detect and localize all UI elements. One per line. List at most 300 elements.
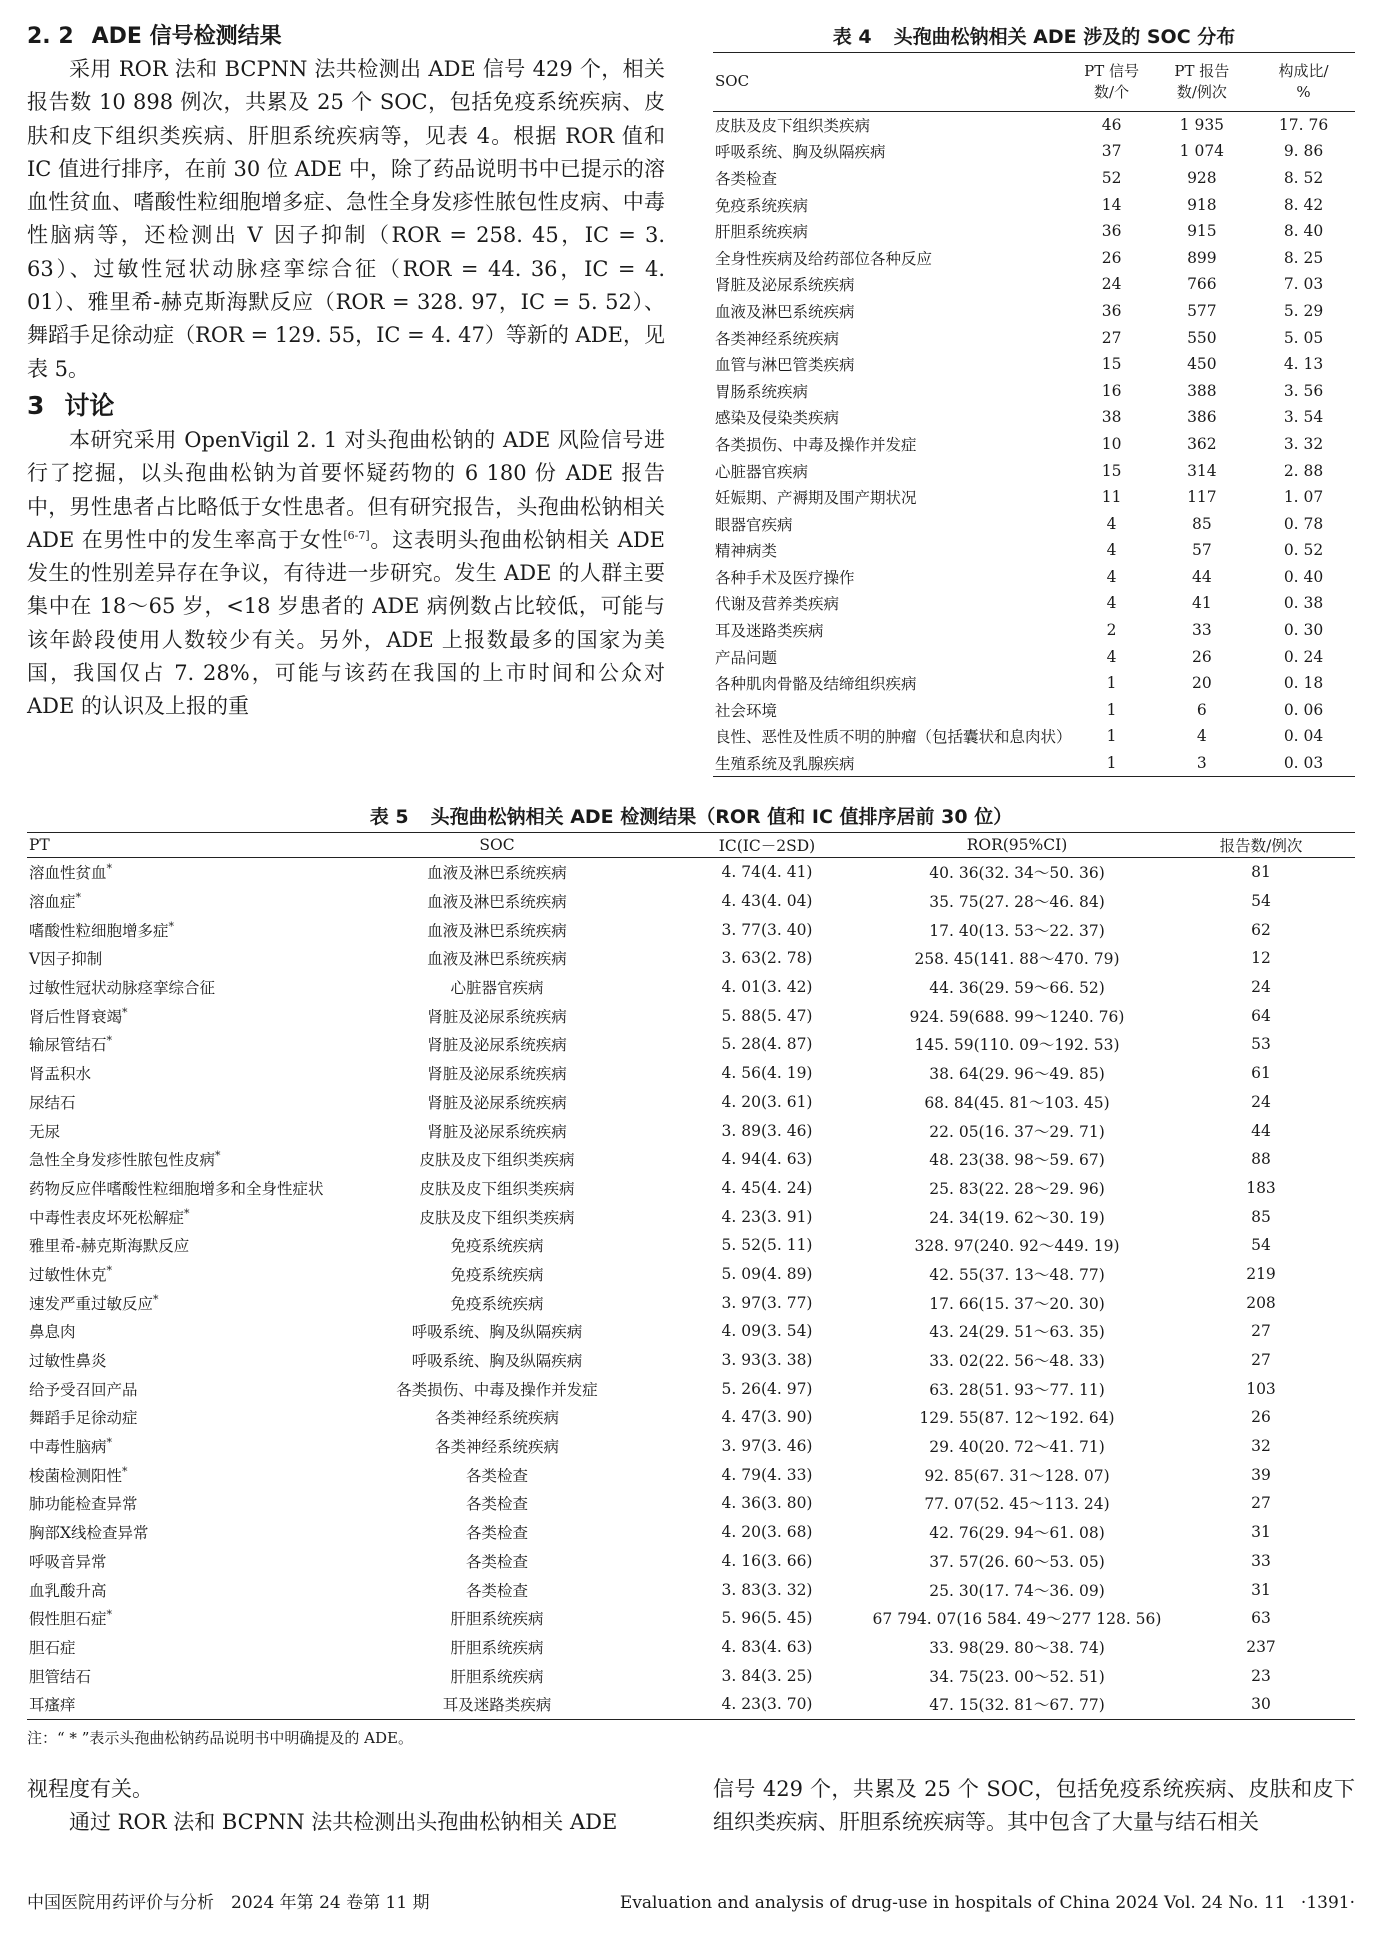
header-soc: SOC [715,72,750,91]
table-5-grid [27,833,1355,1719]
pt-count-cell: 38 [1101,408,1122,427]
pt-cell [27,973,327,1002]
soc-cell: 全身性疾病及给药部位各种反应 [715,249,933,268]
pt-name: 中毒性表皮坏死松解症 [29,1208,185,1227]
percentage-cell: 1. 07 [1283,488,1324,507]
table-row [27,1432,1355,1461]
ic-cell: 3. 83(3. 32) [721,1580,813,1599]
table-5 [27,802,1355,1750]
soc-cell: 免疫系统疾病 [450,1265,544,1284]
soc-cell: 肝胆系统疾病 [450,1667,544,1686]
pt-count-cell: 11 [1101,488,1122,507]
label-mention-marker: * [106,1608,113,1622]
report-count-cell: 53 [1251,1035,1271,1054]
pt-count-cell: 37 [1101,142,1122,161]
table-label: 表 5 [369,806,409,828]
pt-count-cell: 4 [1106,541,1117,560]
pt-name: 舞蹈手足徐动症 [29,1409,138,1428]
ic-cell: 3. 77(3. 40) [721,920,813,939]
pt-cell [27,1432,327,1461]
table-row [713,617,1355,644]
pt-name: 耳瘙痒 [29,1696,76,1715]
pt-count-cell: 27 [1101,328,1122,347]
pt-cell [27,1374,327,1403]
report-count-cell: 33 [1192,621,1212,640]
table-row [27,1604,1355,1633]
report-count-cell: 88 [1251,1150,1271,1169]
table-row [713,271,1355,298]
table-row [713,191,1355,218]
pt-name: 肺功能检查异常 [29,1495,138,1514]
pt-name: 溶血性贫血 [29,864,107,883]
soc-cell: 各类检查 [465,1466,528,1485]
report-count-cell: 24 [1251,1092,1271,1111]
ic-cell: 3. 89(3. 46) [721,1121,813,1140]
pt-cell [27,1633,327,1662]
table-4 [713,22,1355,777]
report-count-cell: 62 [1251,920,1271,939]
pt-cell [27,1001,327,1030]
report-count-cell: 928 [1187,168,1217,187]
pt-cell [27,1547,327,1576]
pt-cell [27,1317,327,1346]
report-count-cell: 41 [1192,594,1212,613]
table-row [27,1690,1355,1719]
ror-cell: 43. 24(29. 51～63. 35) [929,1323,1105,1342]
report-count-cell: 362 [1187,434,1217,453]
pt-cell [27,858,327,887]
report-count-cell: 208 [1246,1293,1276,1312]
table-row [713,484,1355,511]
header-line: % [1296,82,1311,101]
percentage-cell: 8. 42 [1283,195,1324,214]
pt-count-cell: 1 [1106,727,1117,746]
report-count-cell: 918 [1187,195,1217,214]
pt-count-cell: 52 [1101,168,1122,187]
label-mention-marker: * [106,1034,113,1048]
section-title: ADE 信号检测结果 [91,24,282,49]
ic-cell: 5. 28(4. 87) [721,1035,813,1054]
pt-cell [27,1604,327,1633]
report-count-cell: 33 [1251,1551,1271,1570]
pt-count-cell: 1 [1106,754,1117,773]
header-line: PT 报告 [1174,61,1230,80]
percentage-cell: 0. 24 [1283,647,1324,666]
header-report-count: 报告数/例次 [1219,837,1303,855]
soc-cell: 各种手术及医疗操作 [715,568,855,587]
pt-cell [27,1231,327,1260]
soc-cell: 各类检查 [465,1495,528,1514]
percentage-cell: 3. 54 [1283,408,1324,427]
soc-cell: 心脏器官疾病 [715,462,809,481]
ror-cell: 328. 97(240. 92～449. 19) [914,1237,1120,1256]
table-row [27,887,1355,916]
pt-name: 胸部Ⅹ线检查异常 [29,1524,149,1543]
label-mention-marker: * [168,919,175,933]
percentage-cell: 0. 04 [1283,727,1324,746]
report-count-cell: 577 [1187,301,1217,320]
ror-cell: 92. 85(67. 31～128. 07) [924,1466,1110,1485]
table-row [713,537,1355,564]
ror-cell: 40. 36(32. 34～50. 36) [929,864,1105,883]
pt-cell [27,1518,327,1547]
report-count-cell: 63 [1251,1609,1271,1628]
report-count-cell: 550 [1187,328,1217,347]
pt-name: 过敏性鼻炎 [29,1352,107,1371]
header-percentage [1252,53,1355,111]
report-count-cell: 1 074 [1179,142,1225,161]
ror-cell: 29. 40(20. 72～41. 71) [929,1438,1105,1457]
header-report-count [1152,53,1252,111]
soc-cell: 血液及淋巴系统疾病 [427,921,567,940]
ic-cell: 3. 93(3. 38) [721,1351,813,1370]
table-row [713,643,1355,670]
report-count-cell: 39 [1251,1465,1271,1484]
soc-cell: 血液及淋巴系统疾病 [427,864,567,883]
pt-cell [27,1088,327,1117]
section-2-2-heading [27,20,665,53]
soc-cell: 各类神经系统疾病 [715,329,840,348]
pt-cell [27,1489,327,1518]
table-row [27,1575,1355,1604]
pt-count-cell: 4 [1106,514,1117,533]
pt-count-cell: 2 [1106,621,1117,640]
table-row [27,973,1355,1002]
soc-cell: 心脏器官疾病 [450,979,544,998]
pt-name: 肾盂积水 [29,1065,92,1084]
report-count-cell: 3 [1196,754,1207,773]
footer-right [620,1888,1355,1918]
soc-cell: 肾脏及泌尿系统疾病 [427,1007,567,1026]
table-row [27,1260,1355,1289]
soc-cell: 免疫系统疾病 [450,1237,544,1256]
ror-cell: 25. 83(22. 28～29. 96) [929,1179,1105,1198]
ic-cell: 5. 96(5. 45) [721,1609,813,1628]
pt-count-cell: 4 [1106,594,1117,613]
header-line: 构成比/ [1278,61,1329,80]
pt-cell [27,1202,327,1231]
table-label: 表 4 [832,26,872,48]
percentage-cell: 3. 32 [1283,434,1324,453]
percentage-cell: 8. 25 [1283,248,1324,267]
report-count-cell: 388 [1187,381,1217,400]
table-row [713,377,1355,404]
pt-name: 药物反应伴嗜酸性粒细胞增多和全身性症状 [29,1179,324,1198]
report-count-cell: 26 [1192,647,1212,666]
report-count-cell: 61 [1251,1064,1271,1083]
table-row [27,1202,1355,1231]
soc-cell: 各类检查 [465,1552,528,1571]
header-line: 数/例次 [1176,82,1227,101]
ic-cell: 5. 26(4. 97) [721,1379,813,1398]
table-row [713,244,1355,271]
soc-cell: 各类神经系统疾病 [434,1438,559,1457]
table-row [27,1633,1355,1662]
left-column [27,20,665,724]
report-count-cell: 915 [1187,222,1217,241]
pt-cell [27,1174,327,1203]
header-pt-count [1072,53,1152,111]
label-mention-marker: * [215,1149,221,1163]
paragraph-2-2: 采用 ROR 法和 BCPNN 法共检测出 ADE 信号 429 个，相关报告数 10 898 例次，共累及 25 个 SOC，包括免疫系统疾病、皮肤和皮下组织类疾病、肝胆系统疾病等，见表 4。根据 ROR 值和 IC 值进行排序，在前 30 位 ADE 中，除了药品说明书中已提示的溶血性贫血、嗜酸性粒细胞增多症、急性全身发疹性脓包性皮病、中毒性脑病等，还检测出 Ⅴ 因子抑制（ROR = 258. 45，IC = 3. 63）、过敏性冠状动脉痉挛综合征（ROR = 44. 36，IC = 4. 01）、雅里希-赫克斯海默反应（ROR = 328. 97，IC = 5. 52）、舞蹈手足徐动症（ROR = 129. 55，IC = 4. 47）等新的 ADE，见表 5。 [27,57,665,381]
percentage-cell: 8. 52 [1283,168,1324,187]
footer-journal-cn: 中国医院用药评价与分析 2024 年第 24 卷第 11 期 [27,1893,430,1913]
table-row [27,1231,1355,1260]
table-row [27,1518,1355,1547]
report-count-cell: 1 935 [1179,115,1225,134]
pt-cell [27,915,327,944]
ic-cell: 3. 84(3. 25) [721,1666,813,1685]
label-mention-marker: * [122,1464,128,1478]
soc-cell: 社会环境 [715,701,778,720]
ic-cell: 4. 94(4. 63) [721,1150,813,1169]
label-mention-marker: * [75,890,82,904]
soc-cell: 感染及侵染类疾病 [715,409,840,428]
pt-count-cell: 1 [1106,674,1117,693]
label-mention-marker: * [106,1435,113,1449]
ror-cell: 35. 75(27. 28～46. 84) [929,893,1105,912]
soc-cell: 血液及淋巴系统疾病 [427,950,567,969]
ror-cell: 42. 76(29. 94～61. 08) [929,1524,1105,1543]
table-row [713,165,1355,192]
report-count-cell: 30 [1251,1695,1271,1714]
report-count-cell: 117 [1187,488,1217,507]
report-count-cell: 85 [1251,1207,1271,1226]
percentage-cell: 7. 03 [1283,275,1324,294]
pt-cell [27,887,327,916]
percentage-cell: 5. 29 [1283,301,1324,320]
soc-cell: 胃肠系统疾病 [715,382,809,401]
percentage-cell: 8. 40 [1283,222,1324,241]
ror-cell: 48. 23(38. 98～59. 67) [929,1151,1105,1170]
report-count-cell: 237 [1246,1637,1276,1656]
ic-cell: 4. 09(3. 54) [721,1322,813,1341]
ic-cell: 4. 43(4. 04) [721,892,813,911]
pt-name: 肾后性肾衰竭 [29,1007,123,1026]
soc-cell: 代谢及营养类疾病 [715,595,840,614]
report-count-cell: 24 [1251,978,1271,997]
ror-cell: 37. 57(26. 60～53. 05) [929,1552,1105,1571]
paragraph-4: 通过 ROR 法和 BCPNN 法共检测出头孢曲松钠相关 ADE [69,1810,618,1835]
pt-count-cell: 15 [1101,461,1122,480]
report-count-cell: 450 [1187,355,1217,374]
percentage-cell: 9. 86 [1283,142,1324,161]
ic-cell: 4. 83(4. 63) [721,1637,813,1656]
table-5-title [27,802,1355,832]
ic-cell: 4. 45(4. 24) [721,1178,813,1197]
report-count-cell: 31 [1251,1580,1271,1599]
ror-cell: 129. 55(87. 12～192. 64) [919,1409,1115,1428]
table-row [27,1088,1355,1117]
table-4-frame [713,52,1355,777]
ic-cell: 4. 36(3. 80) [721,1494,813,1513]
pt-count-cell: 16 [1101,381,1122,400]
section-title: 讨论 [64,390,115,420]
pt-count-cell: 36 [1101,222,1122,241]
pt-count-cell: 4 [1106,647,1117,666]
ic-cell: 3. 97(3. 77) [721,1293,813,1312]
soc-cell: 各类检查 [465,1524,528,1543]
ror-cell: 38. 64(29. 96～49. 85) [929,1065,1105,1084]
table-row [713,111,1355,138]
percentage-cell: 0. 78 [1283,514,1324,533]
soc-cell: 肝胆系统疾病 [450,1638,544,1657]
pt-count-cell: 36 [1101,301,1122,320]
table-title-text: 头孢曲松钠相关 ADE 涉及的 SOC 分布 [893,26,1236,48]
table-title-text: 头孢曲松钠相关 ADE 检测结果（ROR 值和 IC 值排序居前 30 位） [430,806,1013,828]
ror-cell: 67 794. 07(16 584. 49～277 128. 56) [872,1610,1162,1629]
table-4-grid [713,53,1355,776]
ror-cell: 25. 30(17. 74～36. 09) [929,1581,1105,1600]
ic-cell: 4. 74(4. 41) [721,863,813,882]
section-number: 3 [27,390,45,420]
report-count-cell: 27 [1251,1322,1271,1341]
percentage-cell: 4. 13 [1283,355,1324,374]
ror-cell: 77. 07(52. 45～113. 24) [924,1495,1110,1514]
table-header-row [713,53,1355,111]
table-row [27,1145,1355,1174]
table-header-row [27,833,1355,858]
soc-cell: 肝胆系统疾病 [450,1610,544,1629]
soc-cell: 血管与淋巴管类疾病 [715,356,855,375]
pt-name: 鼻息肉 [29,1323,76,1342]
pt-name: 溶血症 [29,893,76,912]
pt-name: 速发严重过敏反应 [29,1294,154,1313]
pt-cell [27,1288,327,1317]
pt-cell [27,1460,327,1489]
pt-cell [27,1145,327,1174]
pt-cell [27,1346,327,1375]
soc-cell: 血液及淋巴系统疾病 [427,893,567,912]
percentage-cell: 5. 05 [1283,328,1324,347]
soc-cell: 眼器官疾病 [715,515,793,534]
soc-cell: 各类损伤、中毒及操作并发症 [396,1380,598,1399]
pt-name: 给予受召回产品 [29,1380,138,1399]
ic-cell: 4. 56(4. 19) [721,1064,813,1083]
ror-cell: 22. 05(16. 37～29. 71) [929,1122,1105,1141]
soc-cell: 皮肤及皮下组织类疾病 [715,116,871,135]
report-count-cell: 386 [1187,408,1217,427]
table-row [27,1547,1355,1576]
pt-name: 尿结石 [29,1093,76,1112]
table-5-note: 注：“ * ”表示头孢曲松钠药品说明书中明确提及的 ADE。 [27,1728,413,1747]
percentage-cell: 17. 76 [1278,115,1329,134]
table-row [27,1374,1355,1403]
report-count-cell: 103 [1246,1379,1276,1398]
soc-cell: 呼吸系统、胸及纵隔疾病 [411,1323,583,1342]
pt-name: 血乳酸升高 [29,1581,107,1600]
report-count-cell: 31 [1251,1523,1271,1542]
pt-count-cell: 15 [1101,355,1122,374]
percentage-cell: 0. 18 [1283,674,1324,693]
soc-cell: 生殖系统及乳腺疾病 [715,755,855,774]
pt-count-cell: 1 [1106,700,1117,719]
table-row [713,298,1355,325]
report-count-cell: 314 [1187,461,1217,480]
header-pt: PT [29,836,50,854]
soc-cell: 呼吸系统、胸及纵隔疾病 [411,1352,583,1371]
soc-cell: 各种肌肉骨骼及结缔组织疾病 [715,675,917,694]
report-count-cell: 26 [1251,1408,1271,1427]
report-count-cell: 44 [1251,1121,1271,1140]
table-row [27,1030,1355,1059]
ic-cell: 4. 20(3. 61) [721,1092,813,1111]
percentage-cell: 0. 30 [1283,621,1324,640]
report-count-cell: 27 [1251,1494,1271,1513]
table-row [27,944,1355,973]
ic-cell: 3. 63(2. 78) [721,949,813,968]
paragraph-4-continued: 信号 429 个，共累及 25 个 SOC，包括免疫系统疾病、皮肤和皮下组织类疾病、肝胆系统疾病等。其中包含了大量与结石相关 [713,1777,1355,1835]
ror-cell: 17. 66(15. 37～20. 30) [929,1294,1105,1313]
label-mention-marker: * [122,1005,128,1019]
table-row [27,1346,1355,1375]
pt-name: 胆石症 [29,1638,76,1657]
header-line: 数/个 [1094,82,1130,101]
pt-cell [27,1030,327,1059]
pt-cell [27,1575,327,1604]
footer-journal-en: Evaluation and analysis of drug-use in hospitals of China 2024 Vol. 24 No. 11 [619,1893,1286,1913]
table-row [713,590,1355,617]
soc-cell: 皮肤及皮下组织类疾病 [419,1151,575,1170]
soc-cell: 肾脏及泌尿系统疾病 [427,1036,567,1055]
label-mention-marker: * [153,1292,159,1306]
report-count-cell: 23 [1251,1666,1271,1685]
report-count-cell: 64 [1251,1006,1271,1025]
header-line: PT 信号 [1084,61,1140,80]
pt-name: 呼吸音异常 [29,1552,107,1571]
table-5-frame [27,832,1355,1720]
table-row [713,351,1355,378]
pt-count-cell: 10 [1101,434,1122,453]
table-row [27,1001,1355,1030]
table-row [27,858,1355,887]
soc-cell: 皮肤及皮下组织类疾病 [419,1208,575,1227]
percentage-cell: 0. 52 [1283,541,1324,560]
soc-cell: 各类检查 [715,169,778,188]
pt-name: 雅里希-赫克斯海默反应 [29,1237,190,1256]
paragraph-text: 。这表明头孢曲松钠相关 ADE 发生的性别差异存在争议，有待进一步研究。发生 ADE 的人群主要集中在 18～65 岁，<18 岁患者的 ADE 病例数占比较低，可能与该年龄段使用人数较少有关。另外，ADE 上报数最多的国家为美国，我国仅占 7. 28%，可能与该药在我国的上市时间和公众对 ADE 的认识及上报的重 [27,527,665,719]
table-row [27,1288,1355,1317]
soc-cell: 肾脏及泌尿系统疾病 [427,1093,567,1112]
ic-cell: 5. 88(5. 47) [721,1006,813,1025]
table-row [713,404,1355,431]
table-row [713,138,1355,165]
table-row [27,1059,1355,1088]
pt-cell [27,944,327,973]
citation-ref: [6-7] [343,528,370,542]
label-mention-marker: * [184,1206,190,1220]
table-row [713,697,1355,724]
ic-cell: 4. 23(3. 91) [721,1207,813,1226]
table-row [27,1661,1355,1690]
label-mention-marker: * [106,1263,113,1277]
report-count-cell: 27 [1251,1351,1271,1370]
ic-cell: 4. 23(3. 70) [721,1695,813,1714]
soc-cell: 良性、恶性及性质不明的肿瘤（包括囊状和息肉状） [715,728,1072,747]
section-3-heading [27,388,665,424]
pt-name: 假性胆石症 [29,1610,107,1629]
table-4-title [713,22,1355,52]
ror-cell: 24. 34(19. 62～30. 19) [929,1208,1105,1227]
soc-cell: 皮肤及皮下组织类疾病 [419,1179,575,1198]
pt-name: 无尿 [29,1122,61,1141]
table-row [27,915,1355,944]
ic-cell: 5. 09(4. 89) [721,1264,813,1283]
pt-count-cell: 4 [1106,567,1117,586]
soc-cell: 各类损伤、中毒及操作并发症 [715,435,917,454]
report-count-cell: 57 [1192,541,1212,560]
percentage-cell: 0. 40 [1283,567,1324,586]
